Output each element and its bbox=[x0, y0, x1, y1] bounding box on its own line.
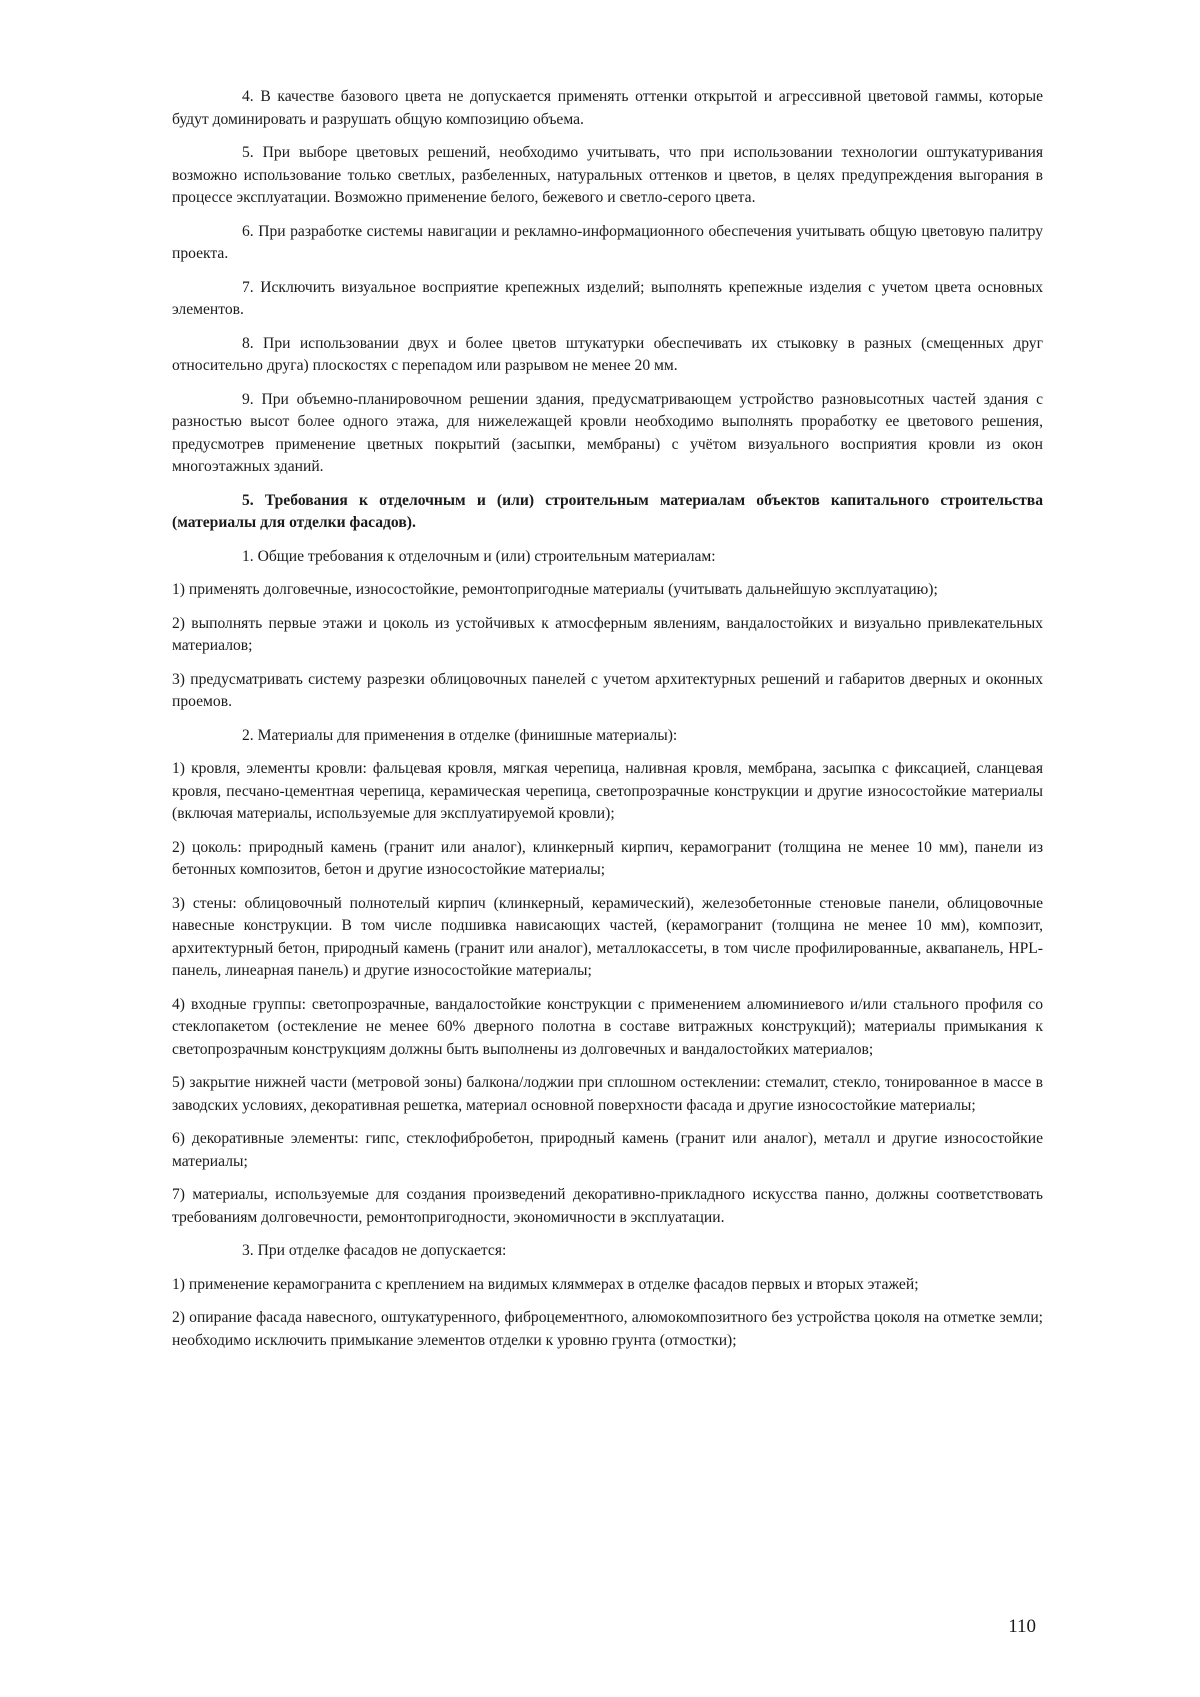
list-item: 2) цоколь: природный камень (гранит или аналог), клинкерный кирпич, керамогранит (толщина не менее 10 мм), панели из бетонных композитов, бетон и другие износостойкие материалы; bbox=[172, 838, 1043, 878]
paragraph-color-9: 9. При объемно-планировочном решении здания, предусматривающем устройство разновысотных частей здания с разностью высот более одного этажа, для нижележащей кровли необходимо выполнять проработку ее цветового решения, предусмотрев применение цветных покрытий (засыпки, мембраны) с учётом визуального восприятия кровли из окон многоэтажных зданий. bbox=[172, 390, 1043, 475]
list-item: 7) материалы, используемые для создания произведений декоративно-прикладного искусства панно, должны соответствовать требованиям долговечности, ремонтопригодности, экономичности в эксплуатации. bbox=[172, 1186, 1043, 1226]
paragraph-color-6: 6. При разработке системы навигации и рекламно-информационного обеспечения учитывать общую цветовую палитру проекта. bbox=[172, 222, 1043, 262]
subsection-not-allowed: 3. При отделке фасадов не допускается: bbox=[242, 1242, 507, 1259]
list-item: 6) декоративные элементы: гипс, стеклофибробетон, природный камень (гранит или аналог), металл и другие износостойкие материалы; bbox=[172, 1130, 1043, 1170]
list-item: 1) применять долговечные, износостойкие, ремонтопригодные материалы (учитывать дальнейшую эксплуатацию); bbox=[172, 581, 938, 598]
list-item: 1) применение керамогранита с креплением на видимых кляммерах в отделке фасадов первых и вторых этажей; bbox=[172, 1275, 919, 1293]
subsection-finish-materials: 2. Материалы для применения в отделке (финишные материалы): bbox=[242, 726, 678, 744]
paragraph-color-8: 8. При использовании двух и более цветов штукатурки обеспечивать их стыковку в разных (смещенных друг относительно друга) плоскостях с перепадом или разрывом не менее 20 мм. bbox=[172, 334, 1043, 374]
list-item: 1) кровля, элементы кровли: фальцевая кровля, мягкая черепица, наливная кровля, мембрана, засыпка с фиксацией, сланцевая кровля, песчано-цементная черепица, керамическая черепица, светопрозрачные конструкции и другие износостойкие материалы (включая материалы, используемые для эксплуатируемой кровли); bbox=[172, 760, 1043, 822]
list-item: 5) закрытие нижней части (метровой зоны) балкона/лоджии при сплошном остеклении: стемалит, стекло, тонированное в массе в заводских условиях, декоративная решетка, материал основной поверхности фасада и другие износостойкие материалы; bbox=[172, 1074, 1043, 1114]
paragraph-color-5: 5. При выборе цветовых решений, необходимо учитывать, что при использовании технологии оштукатуривания возможно использование только светлых, разбеленных, натуральных оттенков и цветов, в целях предупреждения выгорания в процессе эксплуатации. Возможно применение белого, бежевого и светло-серого цвета. bbox=[172, 144, 1043, 206]
paragraph-color-4: 4. В качестве базового цвета не допускается применять оттенки открытой и агрессивной цветовой гаммы, которые будут доминировать и разрушать общую композицию объема. bbox=[172, 88, 1043, 128]
section-heading: 5. Требования к отделочным и (или) строительным материалам объектов капитального строительства (материалы для отделки фасадов). bbox=[172, 491, 1043, 531]
document-page bbox=[172, 86, 1043, 1363]
paragraph-color-7: 7. Исключить визуальное восприятие крепежных изделий; выполнять крепежные изделия с учетом цвета основных элементов. bbox=[172, 278, 1043, 318]
subsection-general-requirements: 1. Общие требования к отделочным и (или) строительным материалам: bbox=[242, 547, 716, 565]
list-item: 3) предусматривать систему разрезки облицовочных панелей с учетом архитектурных решений и габаритов дверных и оконных проемов. bbox=[172, 670, 1043, 710]
list-item: 3) стены: облицовочный полнотелый кирпич (клинкерный, керамический), железобетонные стеновые панели, облицовочные навесные конструкции. В том числе подшивка нависающих частей, (керамогранит (толщина не менее 10 мм), композит, архитектурный бетон, природный камень (гранит или аналог), металлокассеты, в том числе профилированные, аквапанель, HPL-панель, линеарная панель) и другие износостойкие материалы; bbox=[172, 894, 1043, 979]
page-number: 110 bbox=[1008, 1616, 1036, 1637]
list-item: 4) входные группы: светопрозрачные, вандалостойкие конструкции с применением алюминиевого и/или стального профиля со стеклопакетом (остекление не менее 60% дверного полотна в составе витражных конструкций); материалы примыкания к светопрозрачным конструкциям должны быть выполнены из долговечных и вандалостойких материалов; bbox=[172, 995, 1043, 1058]
list-item: 2) опирание фасада навесного, оштукатуренного, фиброцементного, алюмокомпозитного без устройства цоколя на отметке земли; необходимо исключить примыкание элементов отделки к уровню грунта (отмостки); bbox=[172, 1309, 1043, 1349]
list-item: 2) выполнять первые этажи и цоколь из устойчивых к атмосферным явлениям, вандалостойких и визуально привлекательных материалов; bbox=[172, 614, 1043, 654]
